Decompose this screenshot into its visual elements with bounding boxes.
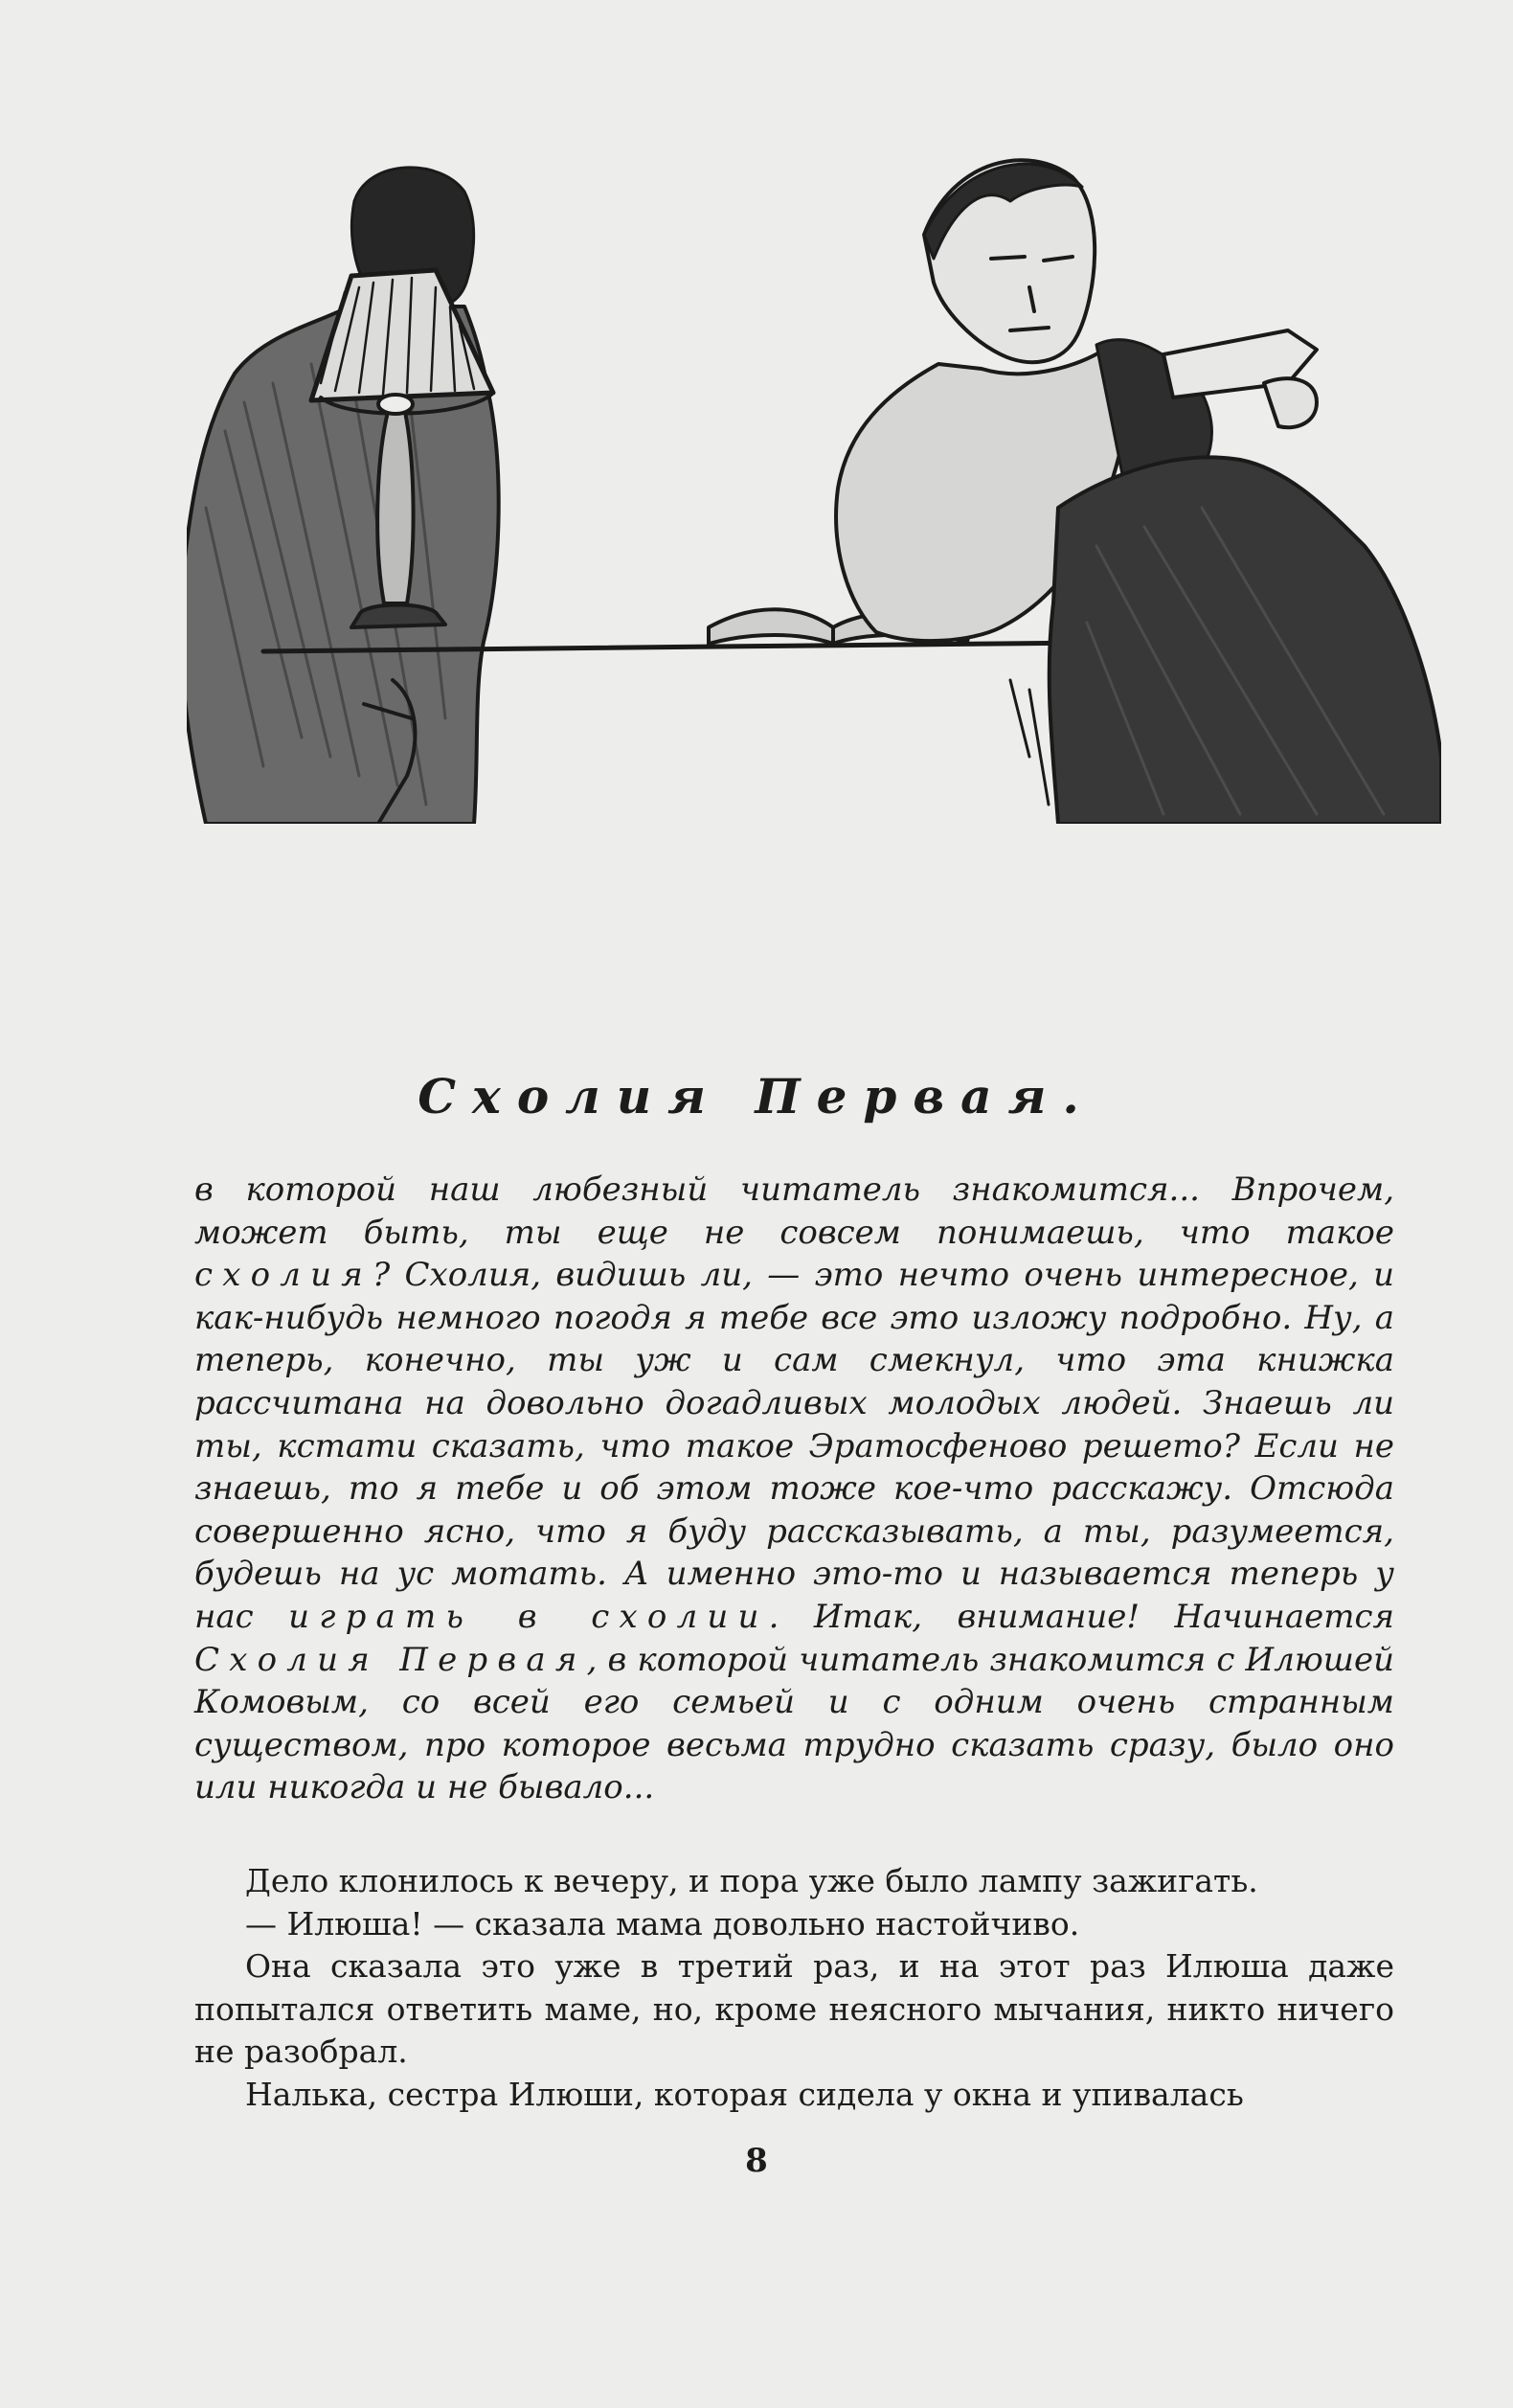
chapter-intro xyxy=(194,1169,1394,1809)
intro-spaced-word-scholia: схолия xyxy=(194,1256,373,1295)
intro-text-4: , в которой читатель знакомится с Илюшей Комовым, со всей его семьей и с одним очень странным существом, про которое весьма трудно сказать сразу, было оно или никогда и не бывало... xyxy=(194,1640,1395,1807)
figure-back-view xyxy=(187,168,499,824)
intro-text-3: . Итак, внимание! Начинается xyxy=(768,1597,1395,1636)
story-body xyxy=(194,1860,1394,2116)
story-paragraph: Дело клонилось к вечеру, и пора уже было лампу зажигать. xyxy=(245,1862,1258,1899)
story-paragraph: Налька, сестра Илюши, которая сидела у окна и упивалась xyxy=(245,2075,1244,2113)
figure-reading-man xyxy=(836,160,1441,824)
story-paragraph: — Илюша! — сказала мама довольно настойчиво. xyxy=(245,1904,1080,1942)
intro-spaced-chapter-ref: Схолия Первая xyxy=(194,1640,587,1679)
chapter-title: Схолия Первая. xyxy=(418,1068,1095,1124)
intro-text-2: ? Схолия, видишь ли, — это нечто очень интересное, и как-нибудь немного погодя я тебе все это изложу подробно. Ну, а теперь, конечно, ты уж и сам смекнул, что эта книжка рассчитана на довольно догадливых молодых людей. Знаешь ли ты, кстати сказать, что такое Эратосфеново решето? Если не знаешь, то я тебе и об этом тоже кое-что расскажу. Отсюда совершенно ясно, что я буду рассказывать, а ты, разумеется, будешь на ус мотать. А именно это-то и называется теперь у нас xyxy=(194,1256,1394,1636)
page-number: 8 xyxy=(745,2142,768,2180)
intro-text-1: в которой наш любезный читатель знакомится... Впрочем, может быть, ты еще не совсем понимаешь, что такое xyxy=(194,1170,1394,1252)
story-paragraph: Она сказала это уже в третий раз, и на этот раз Илюша даже попытался ответить маме, но, кроме неясного мычания, никто ничего не разобрал. xyxy=(194,1947,1394,2070)
illustration-reading-scene xyxy=(187,144,1441,824)
intro-spaced-phrase: играть в схолии xyxy=(288,1597,769,1636)
